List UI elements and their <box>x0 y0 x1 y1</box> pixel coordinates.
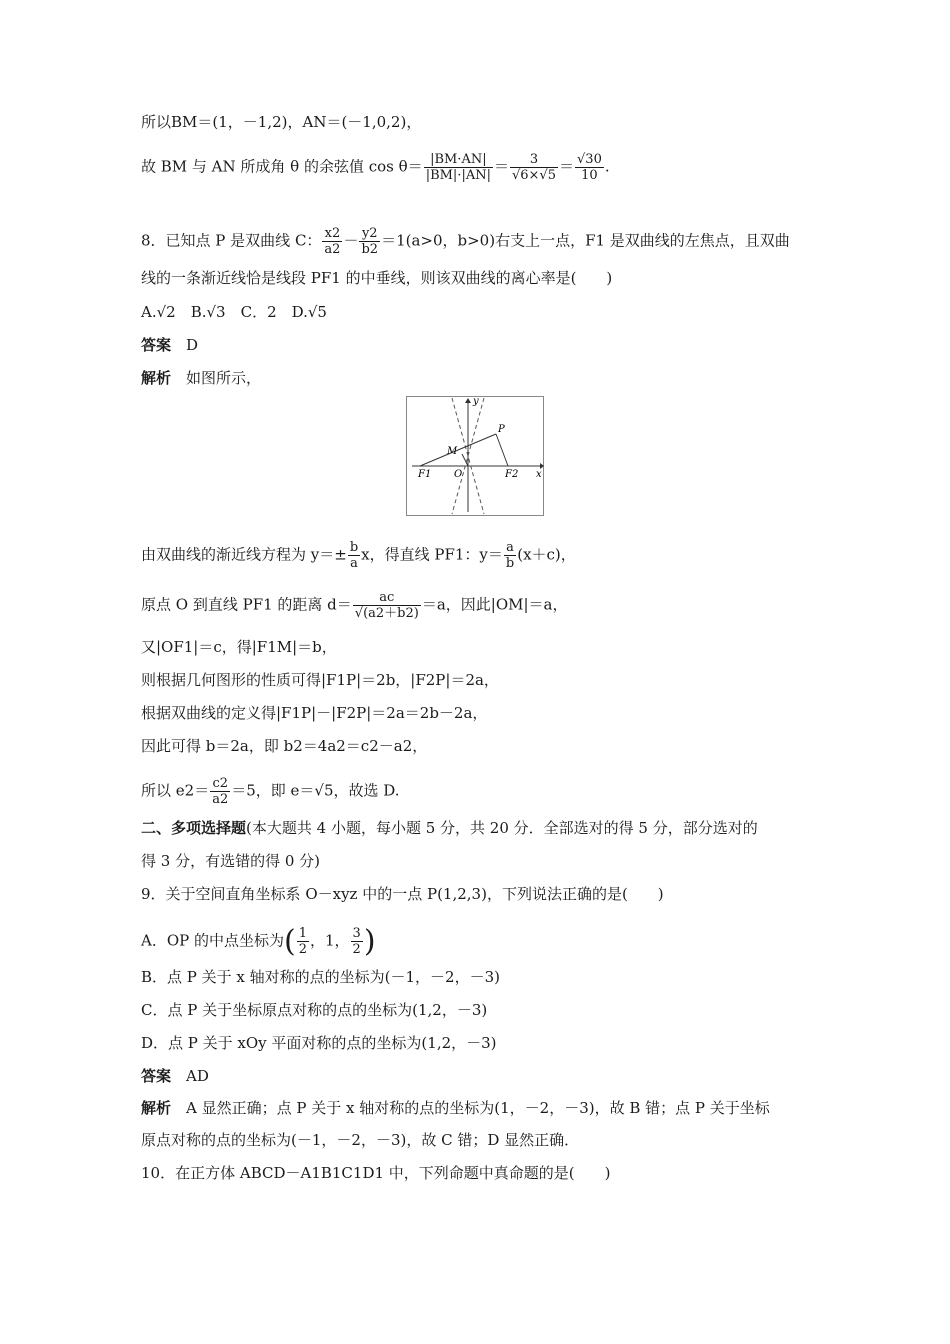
den: 2 <box>298 942 307 957</box>
label-x: x <box>536 469 542 480</box>
text: ，1， <box>310 931 350 950</box>
fraction <box>351 926 363 957</box>
label-y: y <box>473 396 479 407</box>
text: . <box>604 157 610 176</box>
text: 如图所示， <box>186 369 262 387</box>
paren: ) <box>363 923 376 959</box>
label-m: M <box>447 446 458 457</box>
question-8-line1 <box>141 226 790 257</box>
section-2-heading-cont: 得 3 分，有选错的得 0 分) <box>141 852 321 870</box>
question-9: 9．关于空间直角坐标系 O－xyz 中的一点 P(1,2,3)，下列说法正确的是( ) <box>141 885 664 903</box>
solution-label: 解析 <box>141 1099 172 1117</box>
paren: ( <box>284 923 296 959</box>
solution-8-step7 <box>141 776 400 807</box>
solution-8-step4: 则根据几何图形的性质可得|F1P|＝2b，|F2P|＝2a， <box>141 671 499 689</box>
question-9-option-c: C．点 P 关于坐标原点对称的点的坐标为(1,2，－3) <box>141 1001 488 1019</box>
fraction <box>504 540 516 571</box>
text: － <box>343 231 359 250</box>
num: y2 <box>359 226 380 242</box>
num: 3 <box>352 926 361 941</box>
num: a <box>504 540 516 556</box>
line-vectors: 所以BM＝(1，－1,2)，AN＝(－1,0,2)， <box>141 113 422 131</box>
den: a2 <box>324 242 341 257</box>
num: ac <box>353 590 421 606</box>
num: 3 <box>510 152 558 168</box>
fraction <box>297 926 309 957</box>
question-9-option-b: B．点 P 关于 x 轴对称的点的坐标为(－1，－2，－3) <box>141 968 500 986</box>
text: 故 BM 与 AN 所成角 θ 的余弦值 cos θ＝ <box>141 157 423 176</box>
fraction <box>359 226 380 257</box>
solution-9-line2: 原点对称的点的坐标为(－1，－2，－3)，故 C 错；D 显然正确． <box>141 1131 580 1149</box>
solution-8-step5: 根据双曲线的定义得|F1P|－|F2P|＝2a＝2b－2a， <box>141 704 488 722</box>
num: |BM·AN| <box>424 152 493 168</box>
text: ＝5，即 e＝√5，故选 D. <box>231 781 400 800</box>
fraction <box>575 152 604 183</box>
solution-8-step6: 因此可得 b＝2a，即 b2＝4a2＝c2－a2， <box>141 737 428 755</box>
num: c2 <box>210 776 230 792</box>
question-8-line2: 线的一条渐近线恰是线段 PF1 的中垂线，则该双曲线的离心率是( ) <box>141 269 613 287</box>
num: b <box>349 540 359 555</box>
text: A．OP 的中点坐标为 <box>141 931 284 950</box>
label-f2: F2 <box>505 469 519 480</box>
text: ＝1(a>0，b>0)右支上一点，F1 是双曲线的左焦点，且双曲 <box>381 231 790 250</box>
answer-9 <box>141 1066 209 1086</box>
den: b2 <box>361 242 379 257</box>
fraction <box>353 590 421 621</box>
den: √6×√5 <box>511 168 556 183</box>
question-9-option-d: D．点 P 关于 xOy 平面对称的点的坐标为(1,2，－3) <box>141 1034 497 1052</box>
num: 1 <box>298 926 307 941</box>
num: x2 <box>322 226 342 242</box>
den: a <box>350 556 358 571</box>
solution-9-line1 <box>141 1098 770 1118</box>
text: 由双曲线的渐近线方程为 y＝± <box>141 545 347 564</box>
answer-value: AD <box>186 1067 209 1085</box>
den: a2 <box>212 792 229 807</box>
solution-8-intro <box>141 368 261 388</box>
question-8-options: A.√2 B.√3 C．2 D.√5 <box>141 303 327 321</box>
text: ＝ <box>493 157 509 176</box>
answer-value: D <box>186 336 199 354</box>
den: 10 <box>581 168 598 183</box>
solution-label: 解析 <box>141 369 172 387</box>
label-f1: F1 <box>418 469 432 480</box>
text: A 显然正确；点 P 关于 x 轴对称的点的坐标为(1，－2，－3)，故 B 错；点 P 关于坐标 <box>186 1099 770 1117</box>
text: 所以 e2＝ <box>141 781 210 800</box>
den: |BM|·|AN| <box>425 168 491 183</box>
answer-label: 答案 <box>141 336 172 354</box>
question-9-option-a <box>141 923 376 959</box>
den: 2 <box>352 942 361 957</box>
section-2-heading <box>141 818 758 838</box>
section-title: 二、多项选择题 <box>141 819 247 837</box>
line-cosine <box>141 152 610 183</box>
fraction <box>322 226 342 257</box>
fraction <box>424 152 493 183</box>
fraction <box>210 776 230 807</box>
den: b <box>505 556 515 571</box>
text: ＝a，因此|OM|＝a， <box>421 595 568 614</box>
answer-8 <box>141 335 198 355</box>
answer-label: 答案 <box>141 1067 172 1085</box>
fraction <box>348 540 360 571</box>
hyperbola-figure <box>406 396 544 516</box>
question-10: 10．在正方体 ABCD－A1B1C1D1 中，下列命题中真命题的是( ) <box>141 1164 611 1182</box>
solution-8-step1 <box>141 540 576 571</box>
text: (本大题共 4 小题，每小题 5 分，共 20 分．全部选对的得 5 分，部分选对的 <box>246 819 758 837</box>
text: 8．已知点 P 是双曲线 C： <box>141 231 322 250</box>
text: ＝ <box>559 157 575 176</box>
solution-8-step3: 又|OF1|＝c，得|F1M|＝b， <box>141 638 337 656</box>
fraction <box>510 152 558 183</box>
num: √30 <box>577 152 602 167</box>
label-p: P <box>498 424 505 435</box>
figure-frame <box>407 397 544 516</box>
text: (x＋c)， <box>517 545 576 564</box>
label-o: O <box>454 469 463 480</box>
den: √(a2＋b2) <box>354 606 419 621</box>
solution-8-step2 <box>141 590 568 621</box>
text: x，得直线 PF1：y＝ <box>361 545 503 564</box>
text: 原点 O 到直线 PF1 的距离 d＝ <box>141 595 352 614</box>
